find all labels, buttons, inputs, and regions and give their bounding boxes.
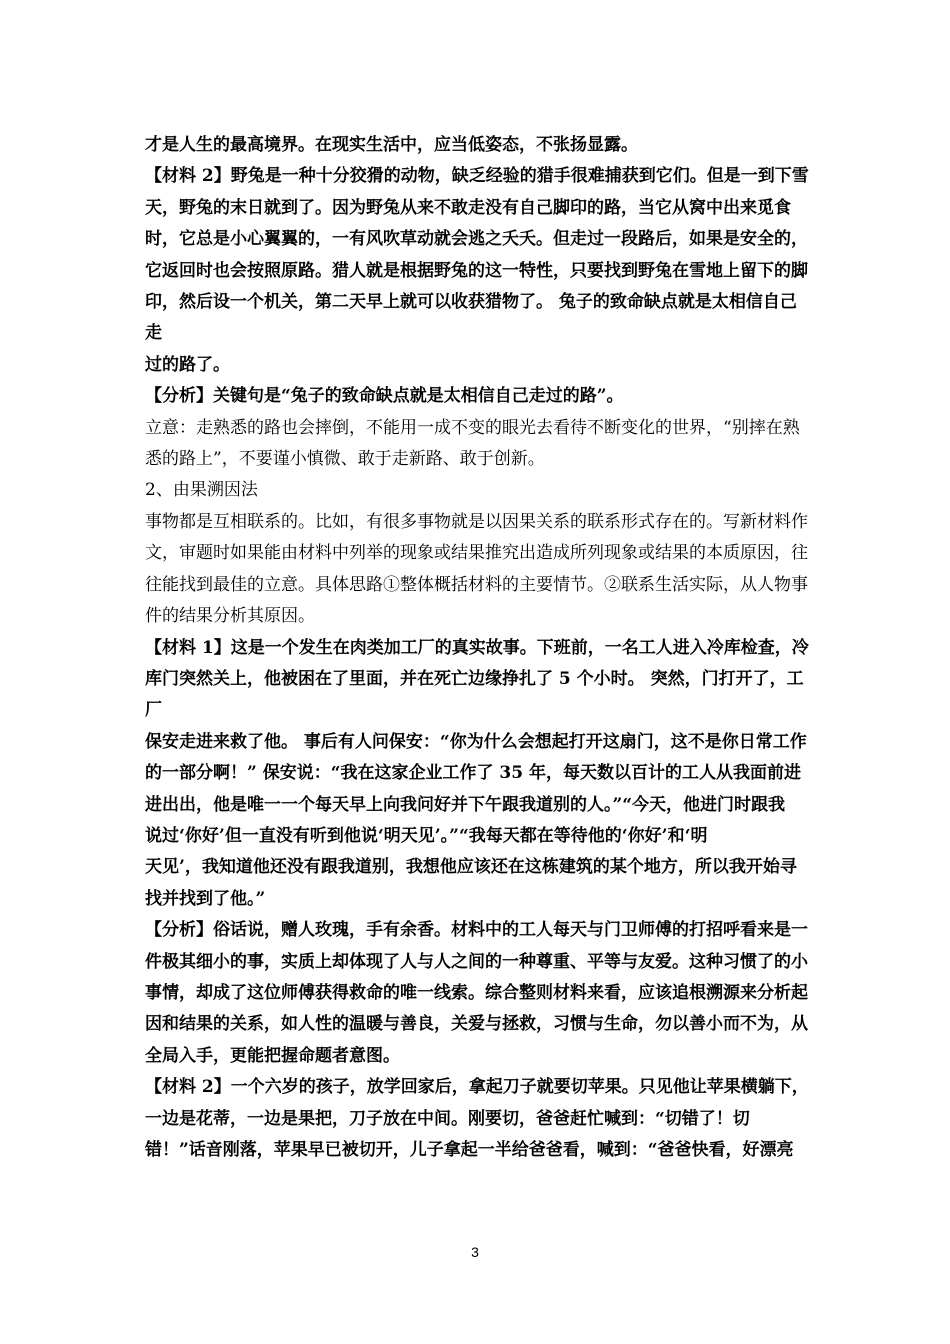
text-line: 才是人生的最高境界。在现实生活中，应当低姿态，不张扬显露。 <box>145 135 638 155</box>
text-line: 悉的路上”，不要谨小慎微、敢于走新路、敢于创新。 <box>145 449 545 470</box>
text-line: 时，它总是小心翼翼的，一有风吹草动就会逃之夭夭。但走过一段路后，如果是安全的， <box>145 229 808 250</box>
text-line: 因和结果的关系，如人性的温暖与善良，关爱与拯救，习惯与生命，勿以善小而不为，从 <box>145 1014 808 1035</box>
text-line: 【材料 2】野兔是一种十分狡猾的动物，缺乏经验的猎手很难捕获到它们。但是一到下雪 <box>145 166 809 187</box>
text-line: 立意：走熟悉的路也会摔倒，不能用一成不变的眼光去看待不断变化的世界，“别摔在熟 <box>145 417 800 438</box>
text-line: 【分析】关键句是“兔子的致命缺点就是太相信自己走过的路”。 <box>145 386 624 407</box>
text-line: 【材料 1】这是一个发生在肉类加工厂的真实故事。下班前，一名工人进入冷库检查，冷 <box>145 637 809 658</box>
text-line: 找并找到了他。” <box>145 888 266 909</box>
text-line: 一边是花蒂，一边是果把，刀子放在中间。刚要切，爸爸赶忙喊到：“切错了！切 <box>145 1108 750 1129</box>
text-line: 文，审题时如果能由材料中列举的现象或结果推究出造成所列现象或结果的本质原因，往 <box>145 543 808 564</box>
text-line: 全局入手，更能把握命题者意图。 <box>145 1045 400 1066</box>
text-line: 的一部分啊！” 保安说：“我在这家企业工作了 35 年，每天数以百计的工人从我面前进 <box>145 763 801 784</box>
body-text <box>145 130 810 1166</box>
text-line: 【分析】俗话说，赠人玫瑰，手有余香。材料中的工人每天与门卫师傅的打招呼看来是一 <box>145 920 808 941</box>
text-line: 件极其细小的事，实质上却体现了人与人之间的一种尊重、平等与友爱。这种习惯了的小 <box>145 951 808 972</box>
text-line: 它返回时也会按照原路。猎人就是根据野兔的这一特性，只要找到野兔在雪地上留下的脚 <box>145 260 808 281</box>
text-line: 库门突然关上，他被困在了里面，并在死亡边缘挣扎了 5 个小时。 突然，门打开了，工厂 <box>145 668 804 721</box>
text-line: 错！”话音刚落，苹果早已被切开，儿子拿起一半给爸爸看，喊到：“爸爸快看，好漂亮 <box>145 1140 794 1160</box>
text-line: 说过‘你好’但一直没有听到他说‘明天见’。”“我每天都在等待他的‘你好’和‘明 <box>145 825 708 846</box>
section-heading: 2、由果溯因法 <box>145 480 258 501</box>
text-line: 天见’，我知道他还没有跟我道别，我想他应该还在这栋建筑的某个地方，所以我开始寻 <box>145 857 797 878</box>
page-number: 3 <box>471 1244 479 1260</box>
text-line: 【材料 2】一个六岁的孩子，放学回家后，拿起刀子就要切苹果。只见他让苹果横躺下， <box>145 1077 809 1098</box>
text-line: 进出出，他是唯一一个每天早上向我问好并下午跟我道别的人。”“今天，他进门时跟我 <box>145 794 786 815</box>
text-line: 件的结果分析其原因。 <box>145 606 315 627</box>
text-line: 事情，却成了这位师傅获得救命的唯一线索。综合整则材料来看，应该追根溯源来分析起 <box>145 982 808 1003</box>
text-line: 事物都是互相联系的。比如，有很多事物就是以因果关系的联系形式存在的。写新材料作 <box>145 511 808 532</box>
text-line: 印，然后设一个机关，第二天早上就可以收获猎物了。 兔子的致命缺点就是太相信自己走 <box>145 292 797 344</box>
text-line: 往能找到最佳的立意。具体思路①整体概括材料的主要情节。②联系生活实际，从人物事 <box>145 574 808 595</box>
text-line: 过的路了。 <box>145 354 230 375</box>
text-line: 天，野兔的末日就到了。因为野兔从来不敢走没有自己脚印的路，当它从窝中出来觅食 <box>145 197 791 218</box>
text-line: 保安走进来救了他。 事后有人问保安：“你为什么会想起打开这扇门，这不是你日常工作 <box>145 731 807 752</box>
